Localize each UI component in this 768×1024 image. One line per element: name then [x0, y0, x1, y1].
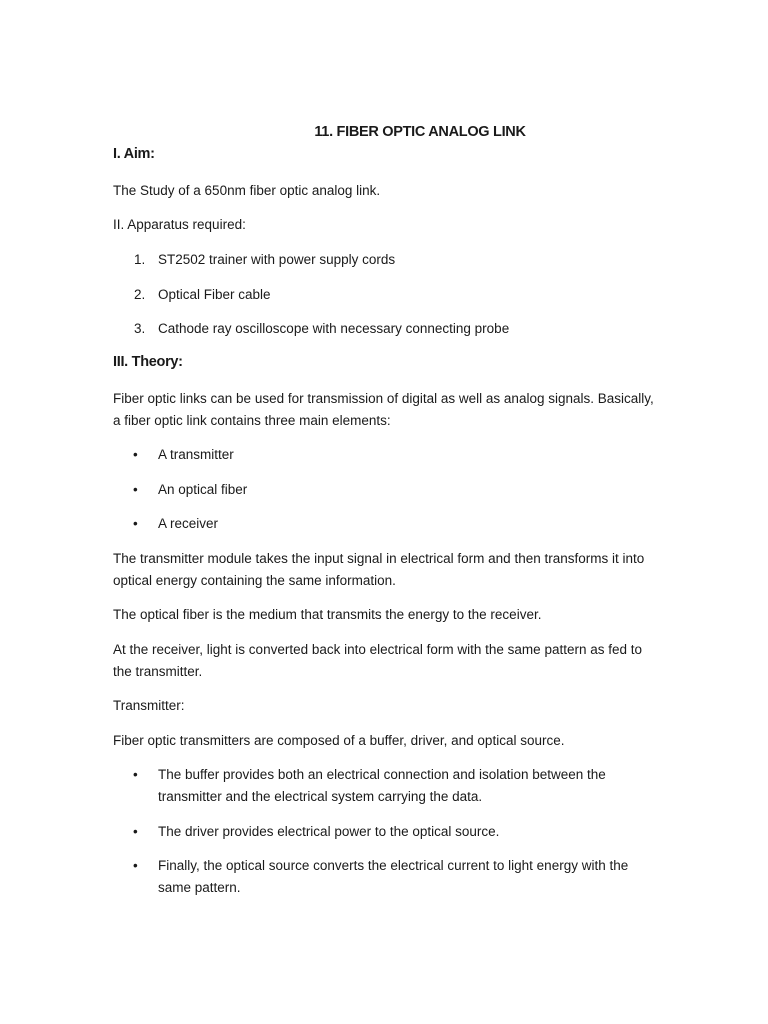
- aim-heading: I. Aim:: [113, 146, 155, 162]
- transmitter-module-text: The transmitter module takes the input signal in electrical form and then transforms it into optical energy containing the same information.: [113, 551, 645, 588]
- transmitter-intro: Fiber optic transmitters are composed of a buffer, driver, and optical source.: [113, 733, 565, 748]
- bullet-marker: •: [133, 858, 138, 873]
- list-item: An optical fiber: [158, 482, 248, 497]
- list-item: The driver provides electrical power to the optical source.: [158, 824, 500, 839]
- list-item: Cathode ray oscilloscope with necessary connecting probe: [158, 321, 510, 336]
- aim-text: The Study of a 650nm fiber optic analog link.: [113, 183, 381, 198]
- list-item-number: 1.: [134, 252, 146, 267]
- theory-heading: III. Theory:: [113, 354, 183, 370]
- transmitter-label: Transmitter:: [113, 698, 185, 713]
- bullet-marker: •: [133, 767, 138, 782]
- bullet-marker: •: [133, 447, 138, 462]
- list-item: Optical Fiber cable: [158, 287, 271, 302]
- bullet-marker: •: [133, 516, 138, 531]
- list-item-number: 3.: [134, 321, 146, 336]
- apparatus-heading: II. Apparatus required:: [113, 217, 246, 232]
- list-item: Finally, the optical source converts the electrical current to light energy with the same pattern.: [158, 858, 629, 895]
- bullet-marker: •: [133, 824, 138, 839]
- list-item: A receiver: [158, 516, 219, 531]
- bullet-marker: •: [133, 482, 138, 497]
- document-title: 11. FIBER OPTIC ANALOG LINK: [314, 124, 526, 140]
- theory-intro: Fiber optic links can be used for transmission of digital as well as analog signals. Basically, a fiber optic link contains three main elements:: [113, 391, 654, 428]
- optical-fiber-text: The optical fiber is the medium that transmits the energy to the receiver.: [113, 607, 542, 622]
- list-item: ST2502 trainer with power supply cords: [158, 252, 396, 267]
- list-item: The buffer provides both an electrical connection and isolation between the transmitter and the electrical system carrying the data.: [158, 767, 606, 804]
- receiver-text: At the receiver, light is converted back into electrical form with the same pattern as fed to the transmitter.: [113, 642, 643, 679]
- list-item-number: 2.: [134, 287, 146, 302]
- list-item: A transmitter: [158, 447, 234, 462]
